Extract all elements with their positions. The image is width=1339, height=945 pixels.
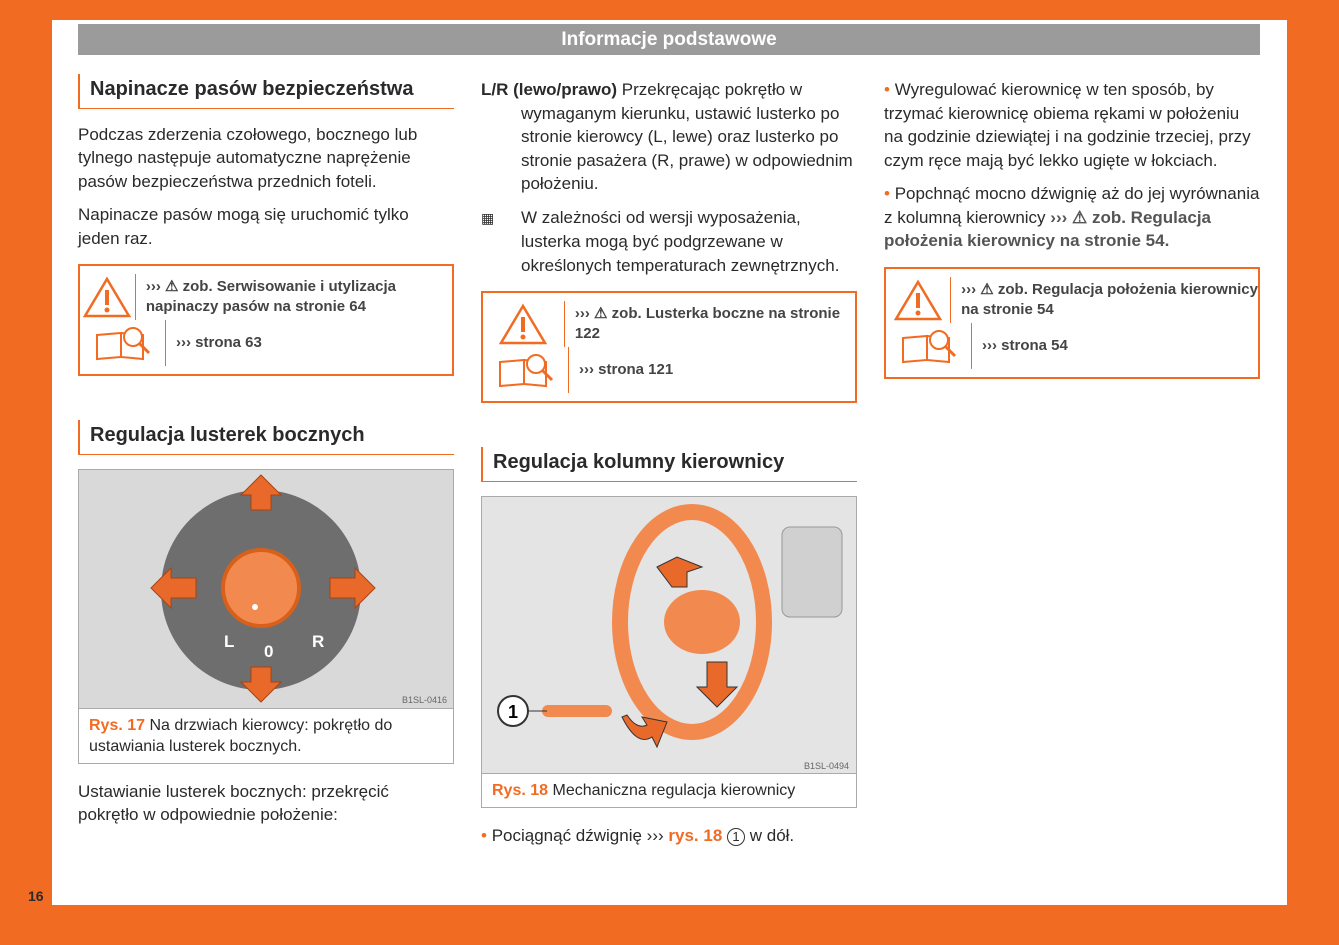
book-search-icon <box>886 323 972 369</box>
right-column <box>884 78 1260 399</box>
paragraph: Napinacze pasów mogą się uruchomić tylko jeden raz. <box>78 205 409 248</box>
caption-text: Mechaniczna regulacja kierownicy <box>552 781 796 799</box>
bullet-push-lever: • Popchnąć mocno dźwignię aż do jej wyrównania z kolumną kierownicy ››› ⚠ zob. Regulacja położenia kierownicy na stronie 54. <box>884 184 1260 250</box>
label-zero: 0 <box>264 641 274 661</box>
lr-term: L/R (lewo/prawo) <box>481 80 617 99</box>
page-ref-link[interactable]: ››› strona 63 <box>176 334 262 351</box>
warning-icon <box>80 274 136 320</box>
paragraph: Ustawianie lusterek bocznych: przekręcić pokrętło w odpowiednie położenie: <box>78 781 389 824</box>
warning-box <box>884 267 1260 379</box>
warning-icon <box>886 277 951 323</box>
middle-column <box>481 78 857 857</box>
lr-text: Przekręcając pokrętło w wymaganym kierunku, ustawić lusterko po stronie kierowcy (L, lewe) oraz lusterko po stronie pasażera (R, prawe) w odpowiednim położeniu. <box>521 80 853 193</box>
label-left: L <box>224 631 235 651</box>
figure-code: B1SL-0416 <box>402 694 448 705</box>
label-right: R <box>312 631 325 651</box>
warning-link[interactable]: ››› ⚠ zob. Lusterka boczne na stronie 122 <box>574 305 841 342</box>
warning-link[interactable]: ››› ⚠ zob. Regulacja położenia kierownicy na stronie 54. <box>884 207 1211 250</box>
heated-mirror-icon: ▦ <box>481 209 495 226</box>
warning-box <box>78 264 454 376</box>
heading-belt-tensioners: Napinacze pasów bezpieczeństwa <box>78 74 454 109</box>
figure-steering-wheel <box>481 496 857 774</box>
steering-wheel-illustration <box>482 497 856 773</box>
bullet-adjust-wheel: • Wyregulować kierownicę w ten sposób, by trzymać kierownicę obiema rękami w położeniu na godzinie dziewiątej i na godzinie trzeciej, przy czym ręce mają być lekko ugięte w łokciach. <box>884 80 1251 170</box>
heading-mirrors: Regulacja lusterek bocznych <box>78 420 454 455</box>
left-column <box>78 74 454 837</box>
page-number: 16 <box>28 888 44 904</box>
figure-link[interactable]: rys. 18 <box>668 825 723 845</box>
bullet-text: Wyregulować kierownicę w ten sposób, by trzymać kierownicę obiema rękami w położeniu na godzinie dziewiątej i na godzinie trzeciej, przy czym ręce mają być lekko ugięte w łokciach. <box>884 80 1251 170</box>
warning-box <box>481 291 857 403</box>
warning-link[interactable]: ››› ⚠ zob. Serwisowanie i utylizacja napinaczy pasów na stronie 64 <box>145 278 397 315</box>
caption-text: Na drzwiach kierowcy: pokrętło do ustawiania lusterek bocznych. <box>89 716 393 755</box>
section-header: Informacje podstawowe <box>78 24 1260 55</box>
callout-ref: 1 <box>727 828 745 846</box>
page-ref-link[interactable]: ››› strona 121 <box>579 361 674 378</box>
bullet-text: Popchnąć mocno dźwignię aż do jej wyrównania z kolumną kierownicy <box>884 184 1260 227</box>
heated-mirror-text: W zależności od wersji wyposażenia, lusterka mogą być podgrzewane w określonych temperaturach zewnętrznych. <box>521 207 840 275</box>
figure-number: Rys. 17 <box>89 716 146 734</box>
mirror-knob-illustration <box>79 470 453 708</box>
bullet-text: w dół. <box>749 825 795 845</box>
paragraph: Podczas zderzenia czołowego, bocznego lub tylnego następuje automatyczne naprężenie pasów bezpieczeństwa przednich foteli. <box>78 124 418 191</box>
figure-caption <box>481 774 857 808</box>
book-search-icon <box>80 320 166 366</box>
figure-mirror-knob <box>78 469 454 709</box>
page-ref-link[interactable]: ››› strona 54 <box>982 336 1068 354</box>
callout-1: 1 <box>508 701 519 722</box>
book-search-icon <box>483 347 569 393</box>
bullet-pull-lever: • Pociągnąć dźwignię ››› rys. 18 1 w dół. <box>481 825 795 845</box>
figure-code: B1SL-0494 <box>804 760 850 771</box>
heading-steering-column: Regulacja kolumny kierownicy <box>481 447 857 482</box>
warning-link[interactable]: ››› ⚠ zob. Regulacja położenia kierownicy na stronie 54 <box>961 280 1258 318</box>
figure-caption <box>78 709 454 764</box>
bullet-text: Pociągnąć dźwignię ››› <box>491 825 664 845</box>
figure-number: Rys. 18 <box>492 781 549 799</box>
warning-icon <box>483 301 565 347</box>
